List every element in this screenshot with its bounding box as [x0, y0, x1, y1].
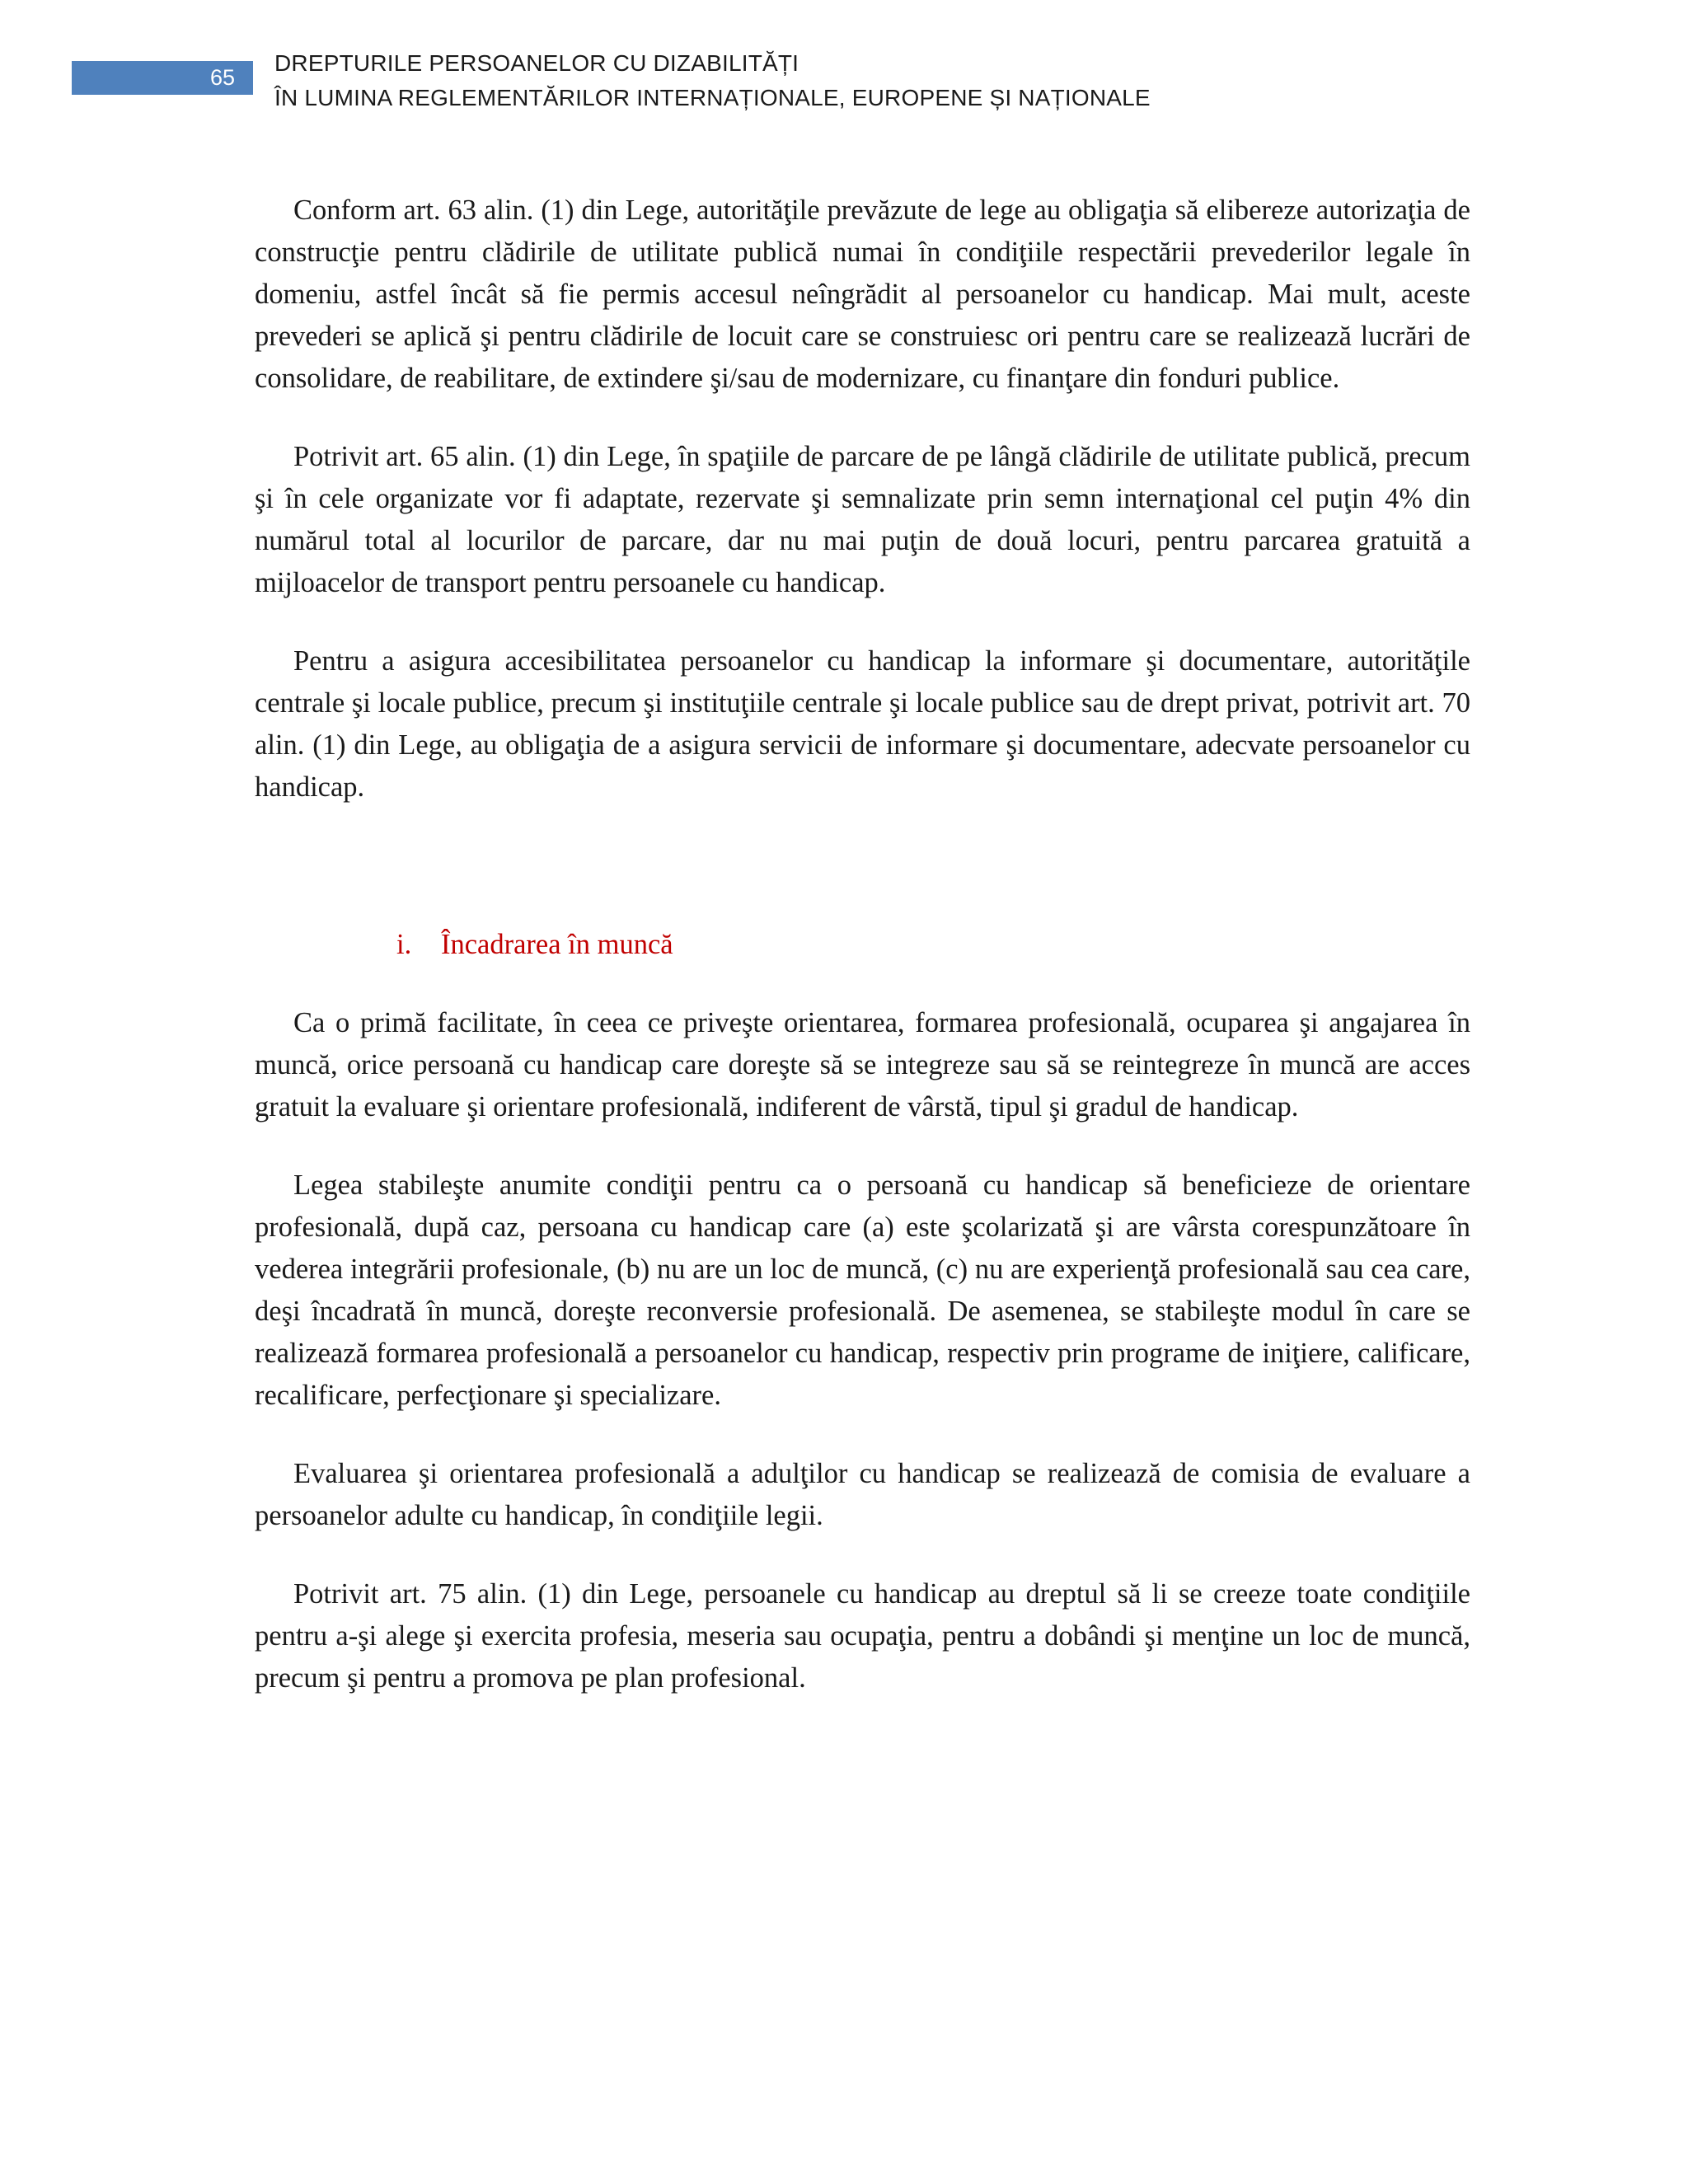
paragraph: Evaluarea şi orientarea profesională a adulţilor cu handicap se realizează de comisia de evaluare a persoanelor adulte cu handicap, în condiţiile legii.	[255, 1458, 1470, 1531]
section-number: i.	[396, 929, 412, 960]
paragraph: Potrivit art. 75 alin. (1) din Lege, persoanele cu handicap au dreptul să li se creeze toate condiţiile pentru a-şi alege şi exercita profesia, meseria sau ocupaţia, pentru a dobândi şi menţine un loc de muncă, precum şi pentru a promova pe plan profesional.	[255, 1578, 1470, 1694]
running-title-line-2: ÎN LUMINA REGLEMENTĂRILOR INTERNAȚIONALE, EUROPENE ȘI NAȚIONALE	[274, 85, 1151, 110]
paragraph: Ca o primă facilitate, în ceea ce priveşte orientarea, formarea profesională, ocuparea şi angajarea în muncă, orice persoană cu handicap care doreşte să se integreze sau să se reintegreze în muncă are acces gratuit la evaluare şi orientare profesională, indiferent de vârstă, tipul şi gradul de handicap.	[255, 1007, 1470, 1122]
paragraph: Legea stabileşte anumite condiţii pentru ca o persoană cu handicap să beneficieze de orientare profesională, după caz, persoana cu handicap care (a) este şcolarizată şi are vârsta corespunzătoare în vederea integrării profesionale, (b) nu are un loc de muncă, (c) nu are experienţă profesională sau cea care, deşi încadrată în muncă, doreşte reconversie profesională. De asemenea, se stabileşte modul în care se realizează formarea profesională a persoanelor cu handicap, respectiv prin programe de iniţiere, calificare, recalificare, perfecţionare şi specializare.	[255, 1169, 1470, 1411]
section-title: Încadrarea în muncă	[441, 929, 673, 960]
paragraph: Pentru a asigura accesibilitatea persoanelor cu handicap la informare şi documentare, autorităţile centrale şi locale publice, precum şi instituţiile centrale şi locale publice sau de drept privat, potrivit art. 70 alin. (1) din Lege, au obligaţia de a asigura servicii de informare şi documentare, adecvate persoanelor cu handicap.	[255, 645, 1470, 803]
page-header	[0, 0, 1688, 124]
running-title	[274, 46, 1151, 115]
paragraph: Potrivit art. 65 alin. (1) din Lege, în spaţiile de parcare de pe lângă clădirile de utilitate publică, precum şi în cele organizate vor fi adaptate, rezervate şi semnalizate prin semn internaţional cel puţin 4% din numărul total al locurilor de parcare, dar nu mai puţin de două locuri, pentru parcarea gratuită a mijloacelor de transport pentru persoanele cu handicap.	[255, 441, 1470, 598]
running-title-line-1: DREPTURILE PERSOANELOR CU DIZABILITĂȚI	[274, 50, 799, 76]
page-number: 65	[72, 61, 253, 95]
document-body	[255, 190, 1470, 1736]
paragraph: Conform art. 63 alin. (1) din Lege, autorităţile prevăzute de lege au obligaţia să elibereze autorizaţia de construcţie pentru clădirile de utilitate publică numai în condiţiile respectării prevederilor legale în domeniu, astfel încât să fie permis accesul neîngrădit al persoanelor cu handicap. Mai mult, aceste prevederi se aplică şi pentru clădirile de locuit care se construiesc ori pentru care se realizează lucrări de consolidare, de reabilitare, de extindere şi/sau de modernizare, cu finanţare din fonduri publice.	[255, 194, 1470, 394]
section-heading	[255, 924, 1470, 966]
